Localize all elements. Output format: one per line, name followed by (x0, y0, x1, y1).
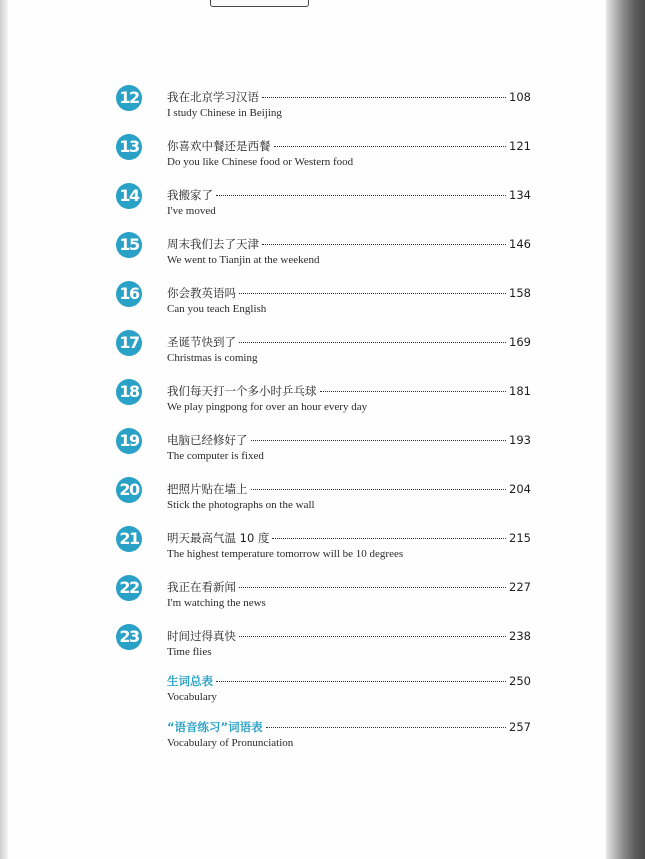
lesson-title-en: Do you like Chinese food or Western food (167, 156, 354, 168)
page-gutter (0, 0, 8, 859)
lesson-number-badge: 21 (116, 526, 142, 552)
lesson-number-badge: 13 (116, 134, 142, 160)
lesson-title-zh: 你会教英语吗 (167, 286, 236, 300)
lesson-number-badge: 20 (116, 477, 142, 503)
dot-leader (239, 635, 506, 637)
dot-leader (216, 680, 506, 682)
toc-entry[interactable] (8, 187, 613, 227)
toc-entry[interactable] (8, 89, 613, 129)
appendix-entry[interactable] (8, 673, 613, 713)
dot-leader (239, 292, 506, 294)
page-edge-shadow (606, 0, 645, 859)
page-number: 204 (509, 482, 531, 496)
dot-leader (262, 243, 506, 245)
page-number: 169 (509, 335, 531, 349)
dot-leader (239, 341, 506, 343)
lesson-number-badge: 14 (116, 183, 142, 209)
lesson-title-en: The computer is fixed (167, 450, 264, 462)
page-number: 158 (509, 286, 531, 300)
appendix-title-en: Vocabulary of Pronunciation (167, 737, 294, 749)
page-number: 215 (509, 531, 531, 545)
lesson-title-en: Christmas is coming (167, 352, 258, 364)
appendix-title-zh: 生词总表 (167, 674, 213, 688)
lesson-title-en: We went to Tianjin at the weekend (167, 254, 320, 266)
lesson-title-en: Can you teach English (167, 303, 267, 315)
toc-entry[interactable] (8, 530, 613, 570)
dot-leader (274, 145, 507, 147)
page-number: 193 (509, 433, 531, 447)
page-number: 121 (509, 139, 531, 153)
dot-leader (262, 96, 506, 98)
page-number: 181 (509, 384, 531, 398)
lesson-title-zh: 周末我们去了天津 (167, 237, 259, 251)
dot-leader (216, 194, 506, 196)
lesson-number-badge: 15 (116, 232, 142, 258)
lesson-title-en: The highest temperature tomorrow will be 10 degrees (167, 548, 404, 560)
page-number: 108 (509, 90, 531, 104)
dot-leader (320, 390, 507, 392)
lesson-title-zh: 明天最高气温 10 度 (167, 531, 270, 545)
lesson-title-en: Time flies (167, 646, 212, 658)
toc-entry[interactable] (8, 236, 613, 276)
lesson-title-zh: 我搬家了 (167, 188, 213, 202)
top-tab (210, 0, 309, 7)
appendix-title-en: Vocabulary (167, 691, 217, 703)
lesson-title-zh: 把照片贴在墙上 (167, 482, 248, 496)
dot-leader (251, 488, 507, 490)
dot-leader (239, 586, 506, 588)
dot-leader (272, 537, 506, 539)
lesson-title-en: Stick the photographs on the wall (167, 499, 315, 511)
lesson-title-zh: 我们每天打一个多小时乒乓球 (167, 384, 317, 398)
page-number: 257 (509, 720, 531, 734)
lesson-title-zh: 电脑已经修好了 (167, 433, 248, 447)
page-number: 250 (509, 674, 531, 688)
page-number: 134 (509, 188, 531, 202)
dot-leader (266, 726, 506, 728)
toc-page (8, 0, 613, 859)
lesson-number-badge: 22 (116, 575, 142, 601)
lesson-title-zh: 我正在看新闻 (167, 580, 236, 594)
lesson-title-zh: 我在北京学习汉语 (167, 90, 259, 104)
lesson-title-zh: 时间过得真快 (167, 629, 236, 643)
lesson-number-badge: 17 (116, 330, 142, 356)
appendix-title-zh: “语音练习”词语表 (167, 720, 263, 734)
toc-entry[interactable] (8, 383, 613, 423)
lesson-title-en: I'm watching the news (167, 597, 266, 609)
lesson-title-en: We play pingpong for over an hour every day (167, 401, 368, 413)
lesson-title-en: I study Chinese in Beijing (167, 107, 282, 119)
lesson-number-badge: 16 (116, 281, 142, 307)
dot-leader (251, 439, 507, 441)
toc-entry[interactable] (8, 628, 613, 668)
toc-entry[interactable] (8, 579, 613, 619)
lesson-title-en: I've moved (167, 205, 216, 217)
page-number: 238 (509, 629, 531, 643)
lesson-title-zh: 你喜欢中餐还是西餐 (167, 139, 271, 153)
page-number: 227 (509, 580, 531, 594)
page-number: 146 (509, 237, 531, 251)
toc-entry[interactable] (8, 334, 613, 374)
lesson-number-badge: 12 (116, 85, 142, 111)
toc-entry[interactable] (8, 138, 613, 178)
lesson-number-badge: 18 (116, 379, 142, 405)
lesson-number-badge: 19 (116, 428, 142, 454)
toc-entry[interactable] (8, 481, 613, 521)
toc-entry[interactable] (8, 285, 613, 325)
lesson-number-badge: 23 (116, 624, 142, 650)
lesson-title-zh: 圣诞节快到了 (167, 335, 236, 349)
toc-entry[interactable] (8, 432, 613, 472)
appendix-entry[interactable] (8, 719, 613, 759)
